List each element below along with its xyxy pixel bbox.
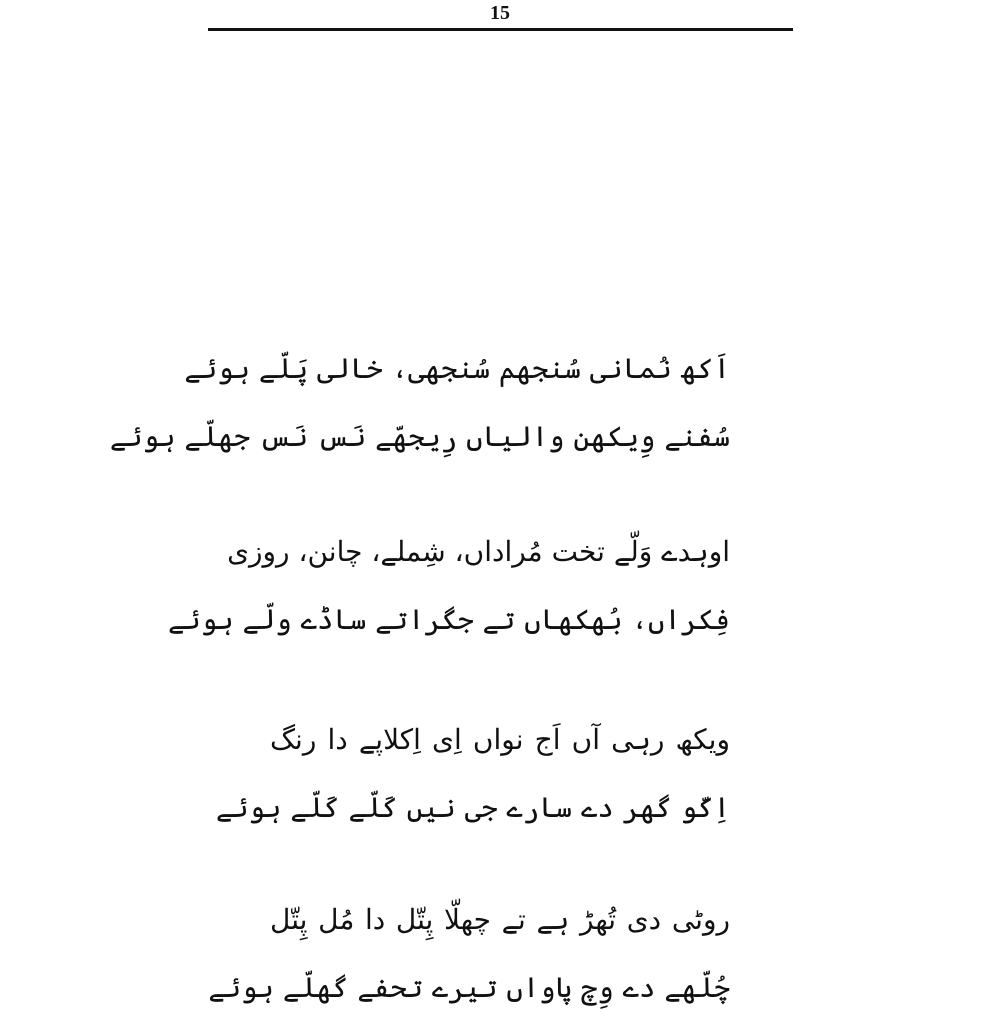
verse-line: فِکراں، بُھکھاں تے جگراتے ساڈے ولّے ہوئے bbox=[168, 603, 730, 636]
stanza bbox=[168, 518, 730, 654]
header-rule bbox=[208, 28, 793, 31]
stanza bbox=[215, 706, 730, 842]
verse-line: سُفنے وِیکھن والیاں رِیجھّے نَس نَس جھلّے ہوئے bbox=[109, 420, 730, 453]
verse-line: چُلّھے دے وِچ پاواں تیرے تحفے گھلّے ہوئے bbox=[208, 971, 730, 1004]
verse-line: اِکّو گھر دے سارے جی نیں کَلّے کَلّے ہوئے bbox=[215, 791, 730, 824]
stanza bbox=[208, 886, 730, 1022]
verse-line: اَکھ نُمانی سُنجھم سُنجھی، خالی پَلّے ہوئے bbox=[184, 352, 730, 385]
stanza bbox=[109, 335, 730, 471]
page-number: 15 bbox=[490, 2, 510, 24]
verse-line: ویکھ رہی آں اَج نواں اِی اِکلاپے دا رنگ bbox=[270, 723, 730, 756]
verse-line: روٹی دی تُھڑ ہے تے چھلّا پِتّل دا مُل پِتّل bbox=[270, 903, 730, 936]
verse-line: اوہدے وَلّے تخت مُراداں، شِملے، چانن، روزی bbox=[227, 535, 730, 568]
